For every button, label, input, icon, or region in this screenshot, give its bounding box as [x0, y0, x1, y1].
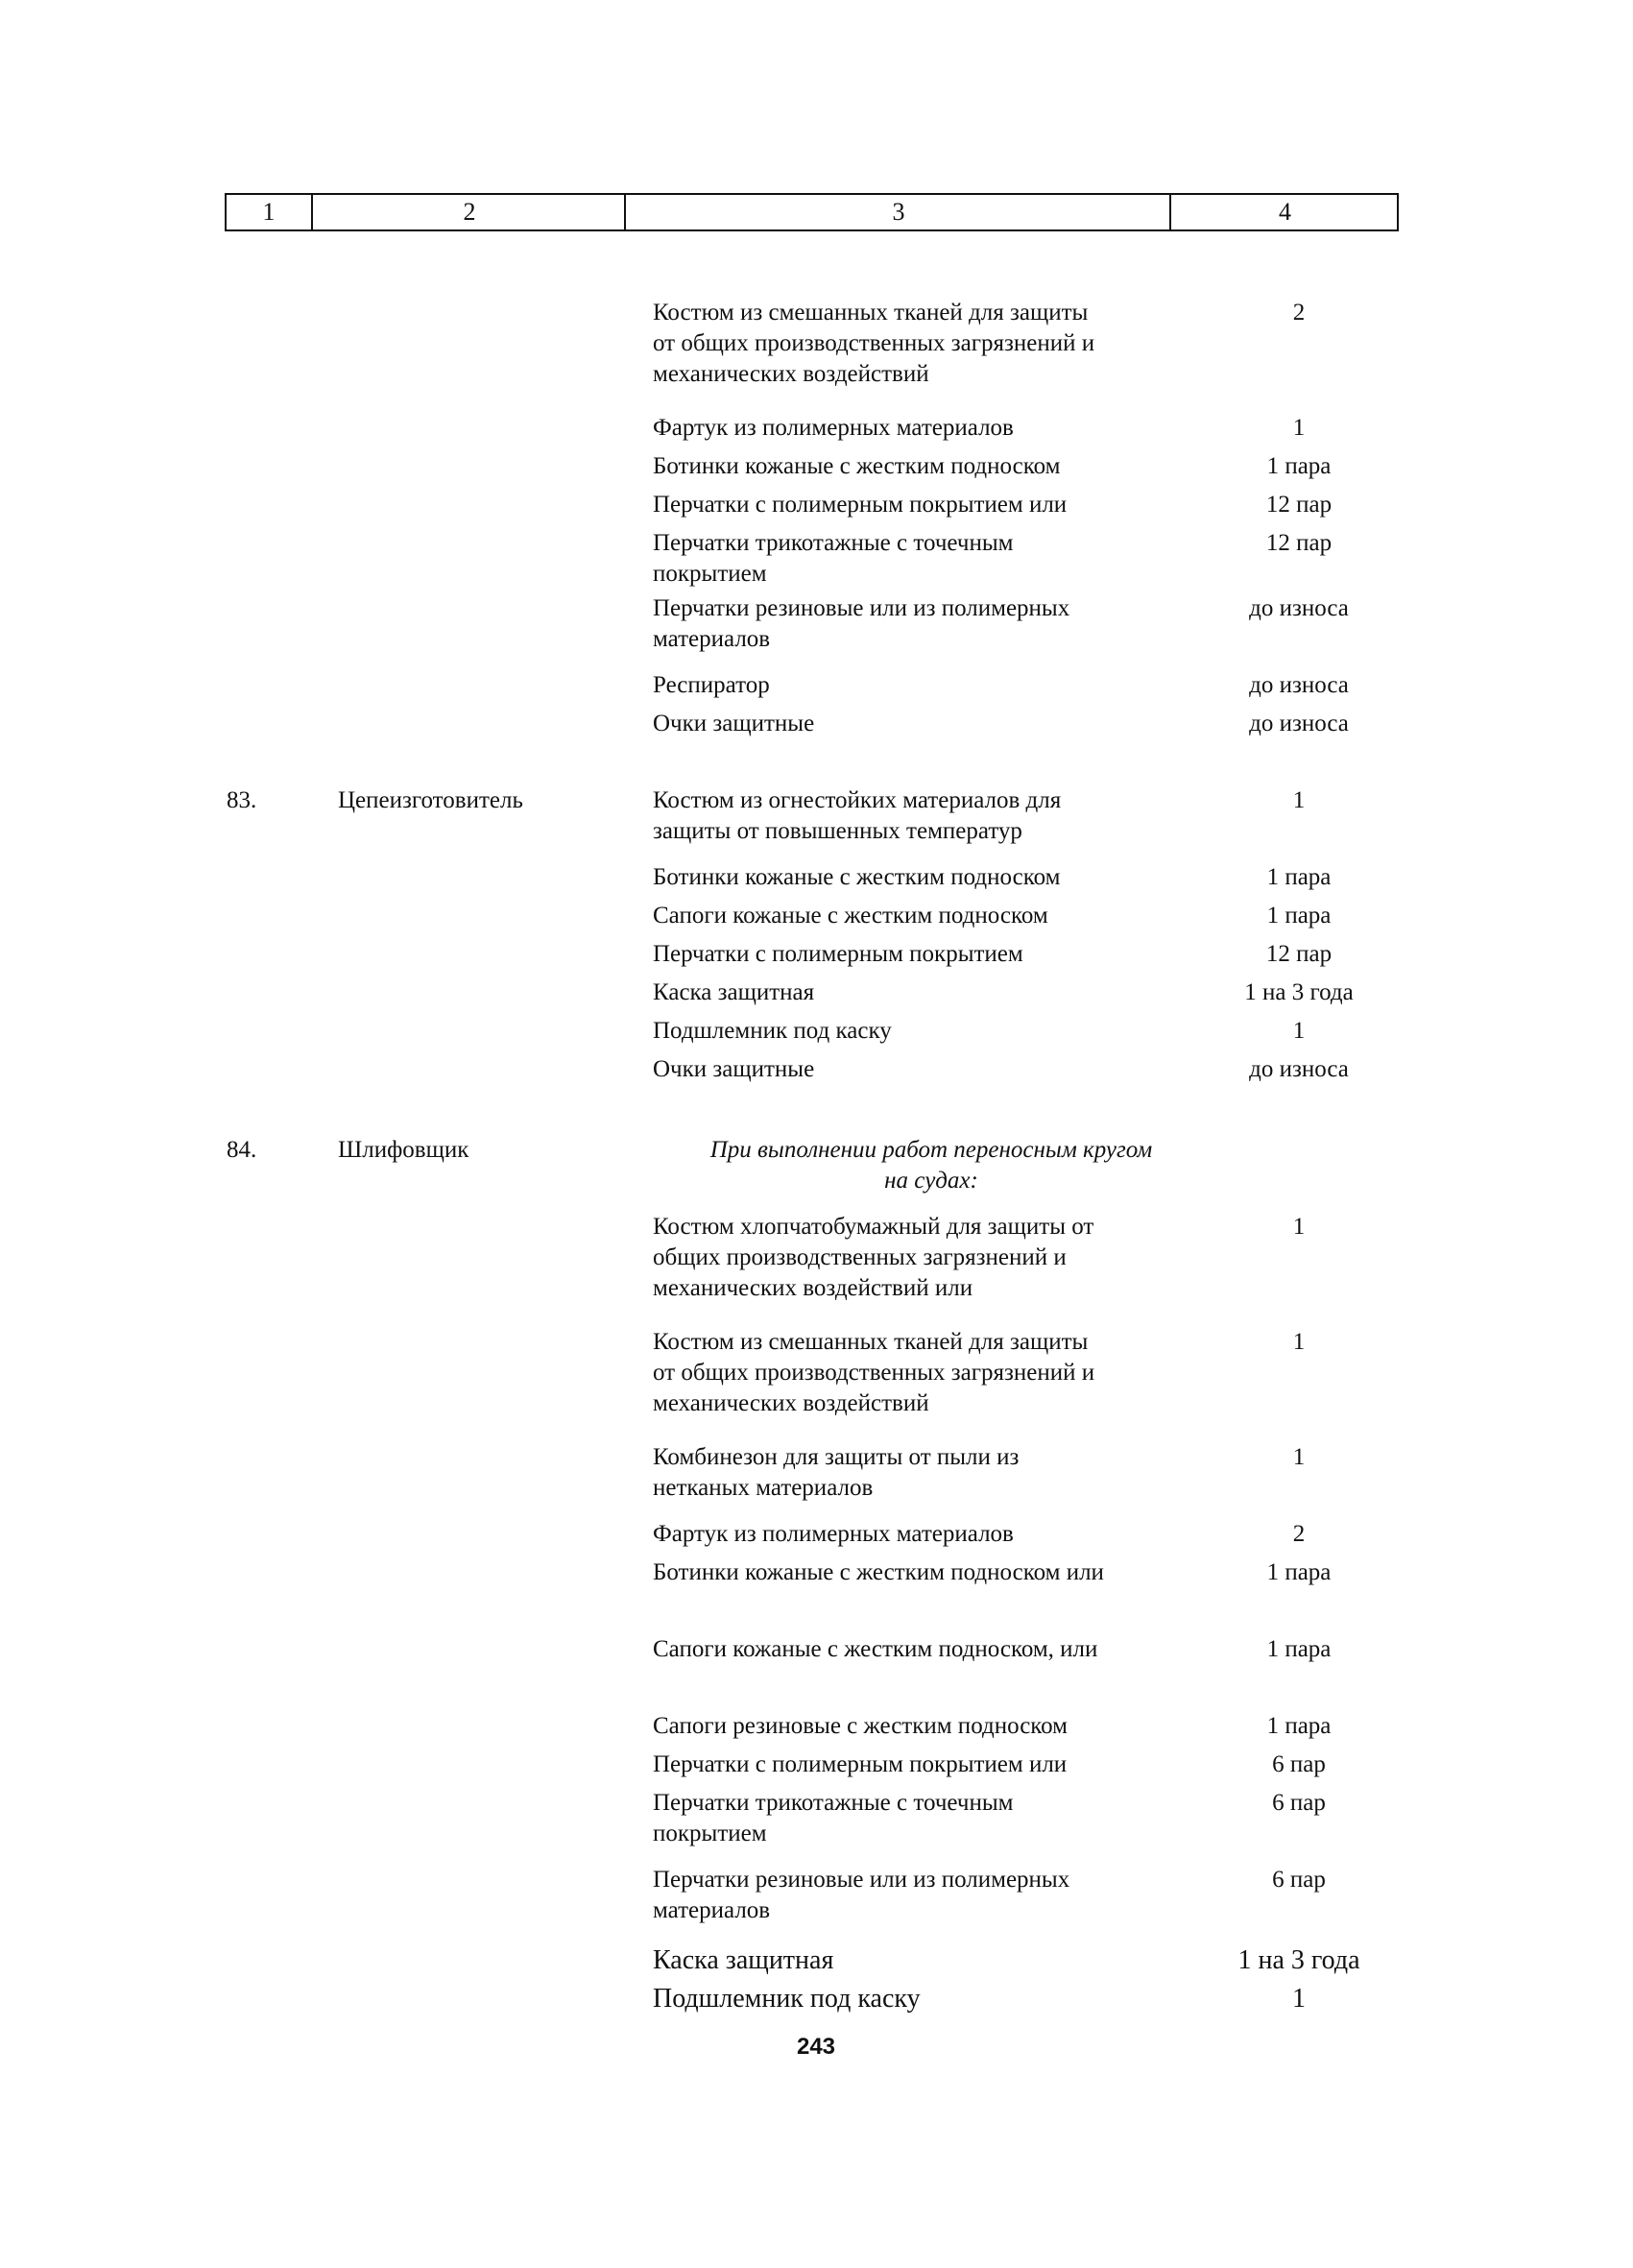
item-description: Костюм из огнестойких материалов для	[653, 787, 1062, 813]
item-quantity: 2	[1292, 300, 1306, 326]
item-description: общих производственных загрязнений и	[653, 1244, 1067, 1270]
item-quantity: 12 пар	[1265, 530, 1333, 556]
item-quantity: 1 пара	[1266, 903, 1332, 929]
item-description: материалов	[653, 626, 771, 652]
item-quantity: 6 пар	[1272, 1867, 1326, 1893]
item-description: Перчатки резиновые или из полимерных	[653, 1867, 1070, 1893]
row-number: 83.	[227, 787, 257, 813]
row-number: 84.	[227, 1137, 257, 1163]
item-description: защиты от повышенных температур	[653, 818, 1022, 844]
item-description: Очки защитные	[653, 711, 815, 736]
item-quantity: 1	[1292, 1329, 1306, 1355]
item-quantity: 1 пара	[1266, 453, 1332, 479]
item-description: Сапоги кожаные с жестким подноском, или	[653, 1636, 1098, 1662]
item-description: механических воздействий	[653, 361, 929, 387]
item-quantity: 12 пар	[1265, 492, 1333, 518]
column-header-3: 3	[624, 195, 1171, 229]
item-description: Костюм хлопчатобумажный для защиты от	[653, 1214, 1094, 1240]
item-quantity: 12 пар	[1265, 941, 1333, 967]
item-description: Комбинезон для защиты от пыли из	[653, 1444, 1020, 1470]
item-description: Сапоги резиновые с жестким подноском	[653, 1713, 1069, 1739]
occupation-name: Шлифовщик	[338, 1137, 469, 1163]
item-description: Ботинки кожаные с жестким подноском	[653, 453, 1061, 479]
item-description: Костюм из смешанных тканей для защиты	[653, 1329, 1089, 1355]
item-description: Каска защитная	[653, 1945, 834, 1975]
item-description: покрытием	[653, 561, 767, 587]
item-description: Перчатки трикотажные с точечным	[653, 1790, 1014, 1816]
item-quantity: до износа	[1249, 711, 1349, 736]
item-description: Перчатки с полимерным покрытием	[653, 941, 1023, 967]
column-header-1: 1	[262, 198, 276, 226]
item-quantity: 1 пара	[1266, 1559, 1332, 1585]
item-quantity: 1 на 3 года	[1237, 1945, 1360, 1975]
item-quantity: 1 пара	[1266, 1636, 1332, 1662]
item-description: Очки защитные	[653, 1056, 815, 1082]
item-description: Респиратор	[653, 672, 770, 698]
column-header-2: 2	[311, 195, 626, 229]
occupation-name: Цепеизготовитель	[338, 787, 523, 813]
condition-note: на судах:	[884, 1168, 978, 1194]
item-quantity: 6 пар	[1272, 1751, 1326, 1777]
item-description: механических воздействий	[653, 1390, 929, 1416]
item-quantity: 1 пара	[1266, 864, 1332, 890]
item-quantity: 1	[1292, 1214, 1306, 1240]
item-description: от общих производственных загрязнений и	[653, 330, 1095, 356]
item-description: Перчатки трикотажные с точечным	[653, 530, 1014, 556]
item-description: Фартук из полимерных материалов	[653, 1521, 1014, 1547]
item-description: Фартук из полимерных материалов	[653, 415, 1014, 441]
item-description: от общих производственных загрязнений и	[653, 1360, 1095, 1386]
item-quantity: 1	[1292, 1444, 1306, 1470]
item-quantity: до износа	[1249, 1056, 1349, 1082]
item-description: механических воздействий или	[653, 1275, 973, 1301]
column-header-row	[225, 193, 1399, 231]
page-number: 243	[796, 2034, 836, 2060]
item-quantity: 2	[1292, 1521, 1306, 1547]
item-description: Каска защитная	[653, 979, 815, 1005]
item-quantity: 1	[1292, 1018, 1306, 1044]
item-description: нетканых материалов	[653, 1475, 874, 1501]
item-quantity: 1	[1292, 1984, 1306, 2014]
item-quantity: 6 пар	[1272, 1790, 1326, 1816]
item-quantity: 1	[1292, 415, 1306, 441]
item-description: Ботинки кожаные с жестким подноском	[653, 864, 1061, 890]
item-description: покрытием	[653, 1821, 767, 1846]
condition-note: При выполнении работ переносным кругом	[709, 1137, 1153, 1163]
item-quantity: до износа	[1249, 595, 1349, 621]
item-description: Подшлемник под каску	[653, 1018, 892, 1044]
item-quantity: до износа	[1249, 672, 1349, 698]
item-description: Сапоги кожаные с жестким подноском	[653, 903, 1048, 929]
item-quantity: 1	[1292, 787, 1306, 813]
item-description: Костюм из смешанных тканей для защиты	[653, 300, 1089, 326]
item-description: Перчатки с полимерным покрытием или	[653, 1751, 1068, 1777]
column-header-4: 4	[1169, 195, 1399, 229]
item-description: Перчатки с полимерным покрытием или	[653, 492, 1068, 518]
item-quantity: 1 пара	[1266, 1713, 1332, 1739]
item-description: Подшлемник под каску	[653, 1984, 921, 2014]
item-description: Перчатки резиновые или из полимерных	[653, 595, 1070, 621]
item-description: материалов	[653, 1897, 771, 1923]
item-description: Ботинки кожаные с жестким подноском или	[653, 1559, 1104, 1585]
item-quantity: 1 на 3 года	[1244, 979, 1354, 1005]
